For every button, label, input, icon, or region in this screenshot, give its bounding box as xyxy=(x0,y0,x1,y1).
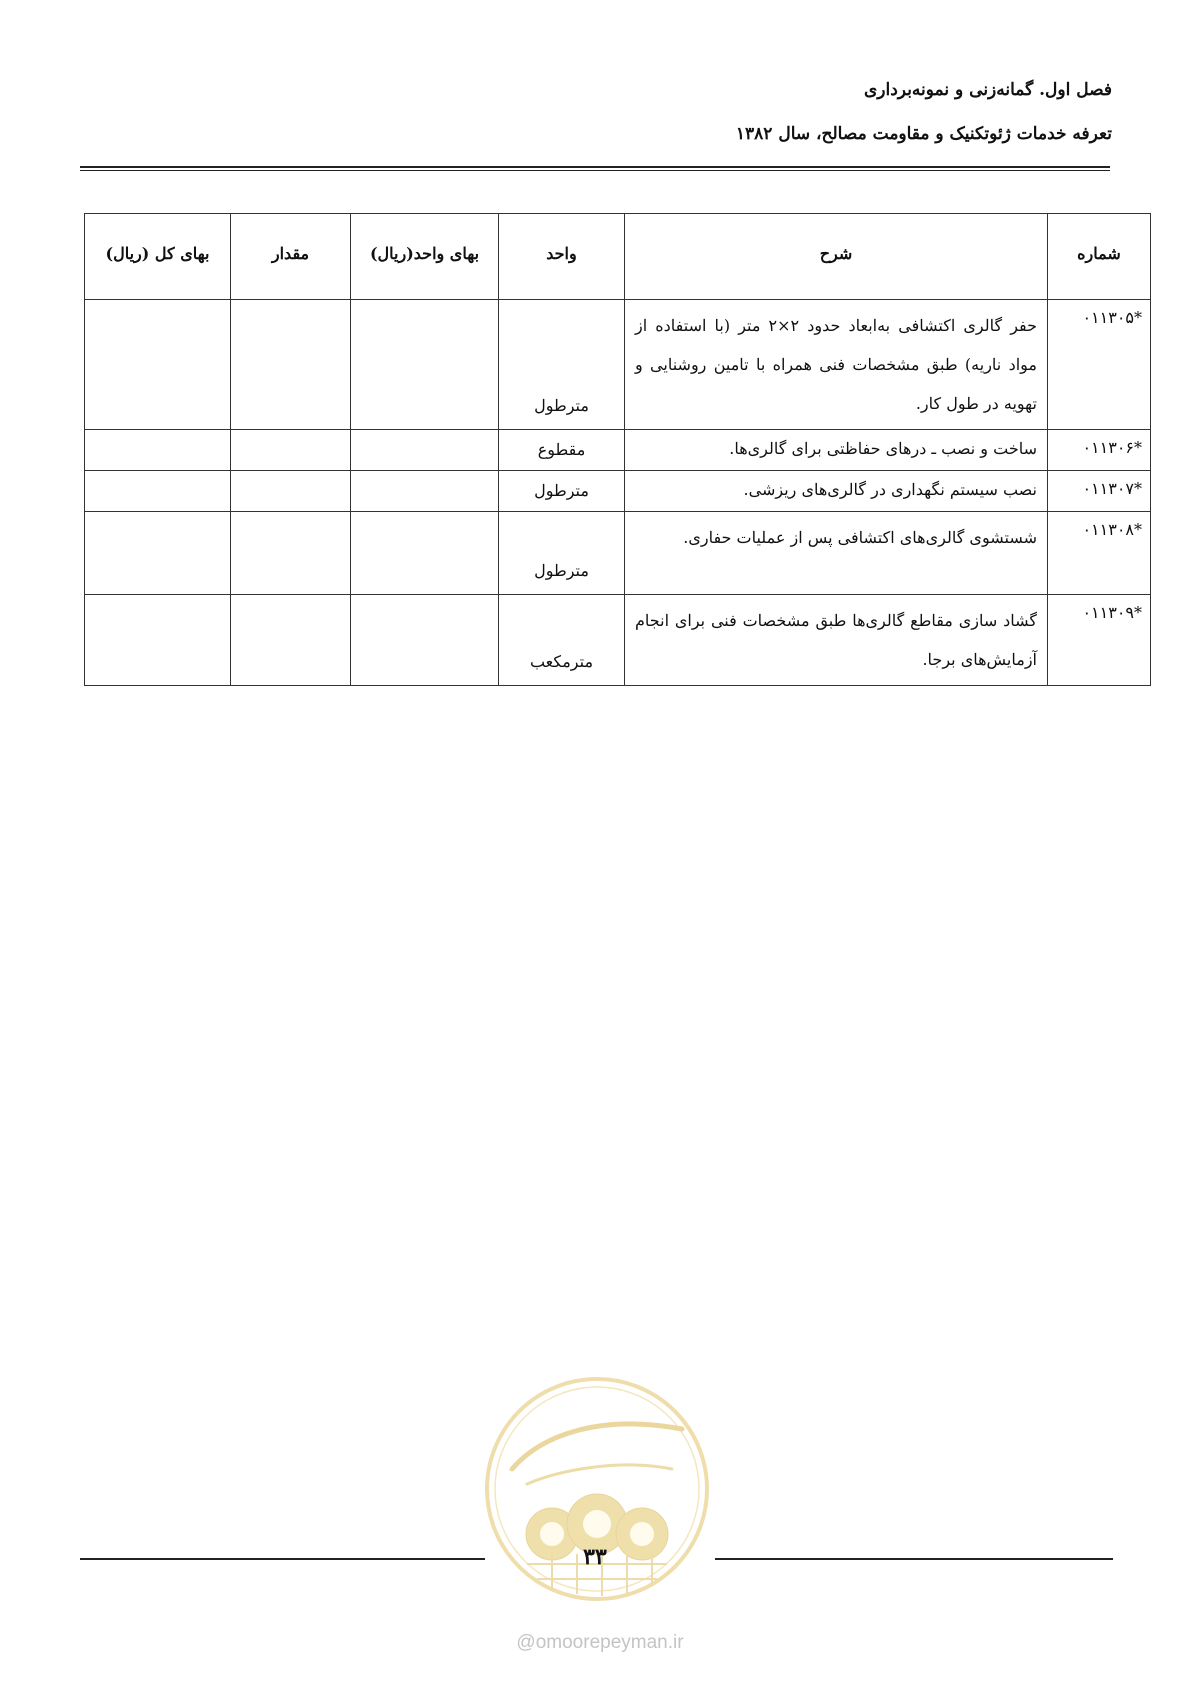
chapter-title: فصل اول. گمانه‌زنی و نمونه‌برداری xyxy=(864,80,1112,100)
row-quantity xyxy=(231,300,351,430)
table-row xyxy=(85,512,1151,595)
table-row xyxy=(85,430,1151,471)
row-unit: مترطول xyxy=(499,471,625,512)
row-description: شستشوی گالری‌های اکتشافی پس از عملیات حفاری. xyxy=(625,512,1048,595)
row-description: نصب سیستم نگهداری در گالری‌های ریزشی. xyxy=(625,471,1048,512)
row-unit-price xyxy=(351,430,499,471)
footer-rule-left xyxy=(80,1558,485,1560)
row-total-price xyxy=(85,300,231,430)
row-quantity xyxy=(231,471,351,512)
column-header-total-price: بهای کل (ریال) xyxy=(85,214,231,300)
column-header-unit-price: بهای واحد(ریال) xyxy=(351,214,499,300)
footer-rule-right xyxy=(715,1558,1113,1560)
row-total-price xyxy=(85,595,231,686)
row-number: *۰۱۱۳۰۵ xyxy=(1048,300,1151,430)
column-header-description: شرح xyxy=(625,214,1048,300)
row-description: حفر گالری اکتشافی به‌ابعاد حدود ۲×۲ متر (با استفاده از مواد ناریه) طبق مشخصات فنی همراه با تامین روشنایی و تهویه در طول کار. xyxy=(625,300,1048,430)
row-total-price xyxy=(85,471,231,512)
row-quantity xyxy=(231,512,351,595)
row-description: گشاد سازی مقاطع گالری‌ها طبق مشخصات فنی برای انجام آزمایش‌های برجا. xyxy=(625,595,1048,686)
website-watermark: @omoorepeyman.ir xyxy=(516,1632,684,1653)
row-description: ساخت و نصب ـ درهای حفاظتی برای گالری‌ها. xyxy=(625,430,1048,471)
row-unit-price xyxy=(351,300,499,430)
header-rule xyxy=(80,166,1110,168)
row-unit: مترطول xyxy=(499,512,625,595)
row-unit: مترطول xyxy=(499,300,625,430)
table-row xyxy=(85,595,1151,686)
row-number: *۰۱۱۳۰۷ xyxy=(1048,471,1151,512)
row-unit-price xyxy=(351,595,499,686)
tariff-table-container xyxy=(84,213,1142,686)
column-header-quantity: مقدار xyxy=(231,214,351,300)
row-unit: مقطوع xyxy=(499,430,625,471)
document-subtitle: تعرفه خدمات ژئوتکنیک و مقاومت مصالح، سال ۱۳۸۲ xyxy=(735,124,1112,144)
page-number: ۳۳ xyxy=(583,1544,607,1570)
table-row xyxy=(85,471,1151,512)
row-unit-price xyxy=(351,471,499,512)
row-quantity xyxy=(231,430,351,471)
table-header-row xyxy=(85,214,1151,300)
row-unit: مترمکعب xyxy=(499,595,625,686)
row-unit-price xyxy=(351,512,499,595)
row-total-price xyxy=(85,430,231,471)
header-rule-thin xyxy=(80,170,1110,171)
row-quantity xyxy=(231,595,351,686)
row-number: *۰۱۱۳۰۶ xyxy=(1048,430,1151,471)
column-header-unit: واحد xyxy=(499,214,625,300)
row-number: *۰۱۱۳۰۹ xyxy=(1048,595,1151,686)
tariff-table xyxy=(84,213,1151,686)
column-header-number: شماره xyxy=(1048,214,1151,300)
row-total-price xyxy=(85,512,231,595)
table-row xyxy=(85,300,1151,430)
row-number: *۰۱۱۳۰۸ xyxy=(1048,512,1151,595)
